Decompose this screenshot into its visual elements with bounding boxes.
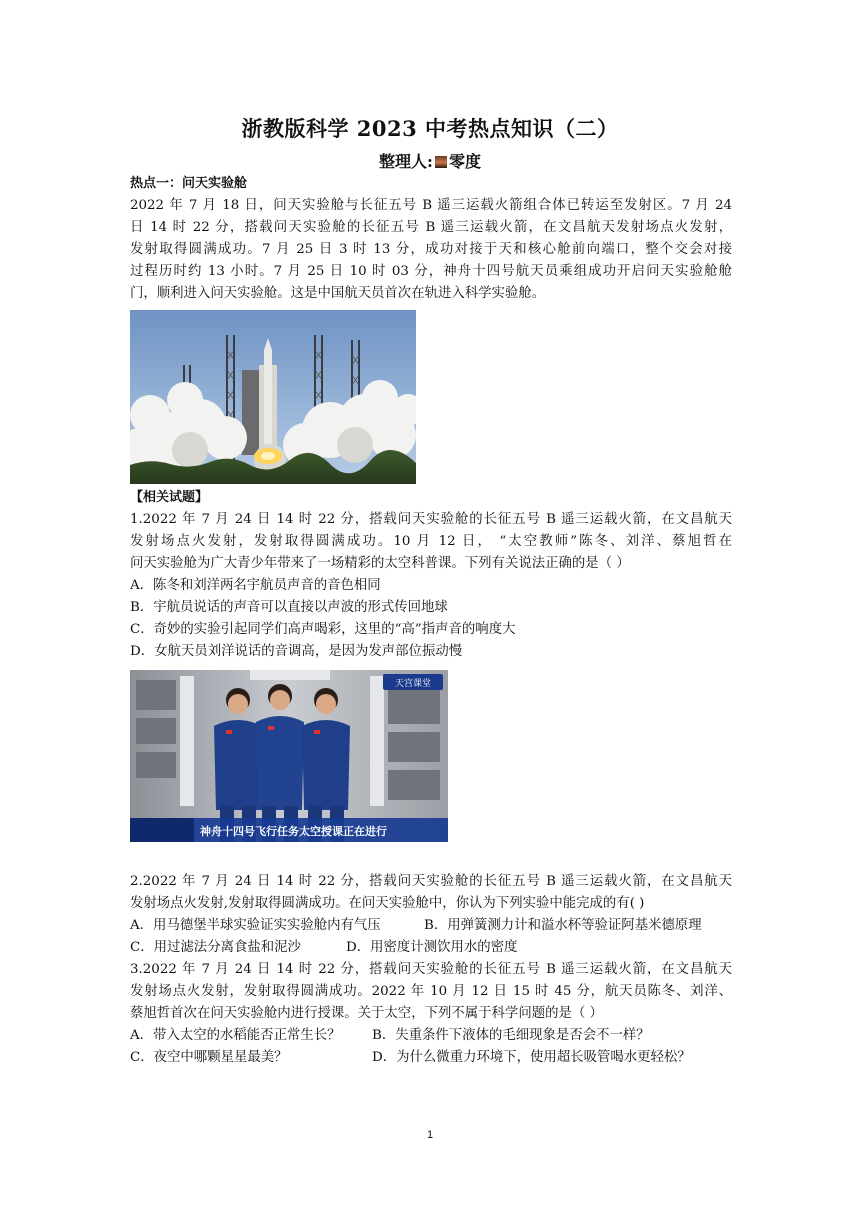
hotspot1-line-1: 2022 年 7 月 18 日，问天实验舱与长征五号 B 遥三运载火箭组合体已转运至发射区。7 月 24	[130, 198, 732, 213]
q2-line-1: 2.2022 年 7 月 24 日 14 时 22 分，搭载问天实验舱的长征五号 B 遥三运载火箭，在文昌航天	[130, 874, 732, 889]
author-name: 零度	[448, 152, 481, 171]
page-number: 1	[426, 1129, 434, 1141]
hotspot1-line-2: 日 14 时 22 分，搭载问天实验舱的长征五号 B 遥三运载火箭，在文昌航天发射场点火发射，	[130, 220, 732, 235]
rocket-launch-image	[130, 310, 416, 484]
q2-option-c: C．用过滤法分离食盐和泥沙	[130, 940, 301, 955]
q1-option-b: B．宇航员说话的声音可以直接以声波的形式传回地球	[130, 600, 448, 615]
author-line	[0, 149, 860, 172]
q2-line-2: 发射场点火发射,发射取得圆满成功。在问天实验舱中，你认为下列实验中能完成的有( )	[130, 896, 645, 911]
author-avatar-icon	[435, 156, 447, 168]
q1-line-2: 发射场点火发射，发射取得圆满成功。10 月 12 日， “太空教师”陈冬、刘洋、蔡旭哲在	[130, 534, 732, 549]
astronauts-class-image	[130, 670, 448, 842]
q2-option-b: B．用弹簧测力计和溢水杯等验证阿基米德原理	[424, 918, 702, 933]
page-title: 浙教版科学 2023 中考热点知识（二）	[241, 116, 619, 141]
q3-line-2: 发射场点火发射，发射取得圆满成功。2022 年 10 月 12 日 15 时 45 分，航天员陈冬、刘洋、	[130, 984, 732, 999]
hotspot1-line-5: 门，顺利进入问天实验舱。这是中国航天员首次在轨进入科学实验舱。	[130, 286, 546, 301]
q3-option-c: C．夜空中哪颗星星最美？	[130, 1050, 288, 1065]
hotspot1-line-4: 过程历时约 13 小时。7 月 25 日 10 时 03 分，神舟十四号航天员乘组成功开启问天实验舱舱	[130, 264, 732, 279]
related-questions-heading: 【相关试题】	[130, 490, 209, 505]
q3-option-a: A．带入太空的水稻能否正常生长？	[130, 1028, 341, 1043]
q1-option-a: A．陈冬和刘洋两名宇航员声音的音色相同	[130, 578, 381, 593]
q1-option-c: C．奇妙的实验引起同学们高声喝彩，这里的“高”指声音的响度大	[130, 622, 516, 637]
q1-option-d: D．女航天员刘洋说话的音调高，是因为发声部位振动慢	[130, 644, 463, 659]
hotspot1-line-3: 发射取得圆满成功。7 月 25 日 3 时 13 分，成功对接于天和核心舱前向端口，整个交会对接	[130, 242, 732, 257]
hotspot1-heading: 热点一：问天实验舱	[130, 176, 248, 191]
q2-option-a: A．用马德堡半球实验证实实验舱内有气压	[130, 918, 381, 933]
q3-option-d: D．为什么微重力环境下，使用超长吸管喝水更轻松？	[372, 1050, 691, 1065]
image-caption-text: 神舟十四号飞行任务太空授课正在进行	[200, 825, 387, 838]
q3-line-3: 蔡旭哲首次在问天实验舱内进行授课。关于太空，下列不属于科学问题的是（ ）	[130, 1006, 603, 1021]
author-prefix: 整理人:	[379, 152, 433, 171]
image-logo-text: 天宫课堂	[394, 679, 432, 689]
q1-line-1: 1.2022 年 7 月 24 日 14 时 22 分，搭载问天实验舱的长征五号 B 遥三运载火箭，在文昌航天	[130, 512, 732, 527]
q2-option-d: D．用密度计测饮用水的密度	[346, 940, 518, 955]
q3-line-1: 3.2022 年 7 月 24 日 14 时 22 分，搭载问天实验舱的长征五号 B 遥三运载火箭，在文昌航天	[130, 962, 732, 977]
q3-option-b: B．失重条件下液体的毛细现象是否会不一样？	[372, 1028, 650, 1043]
q1-line-3: 问天实验舱为广大青少年带来了一场精彩的太空科普课。下列有关说法正确的是（ ）	[130, 556, 630, 571]
